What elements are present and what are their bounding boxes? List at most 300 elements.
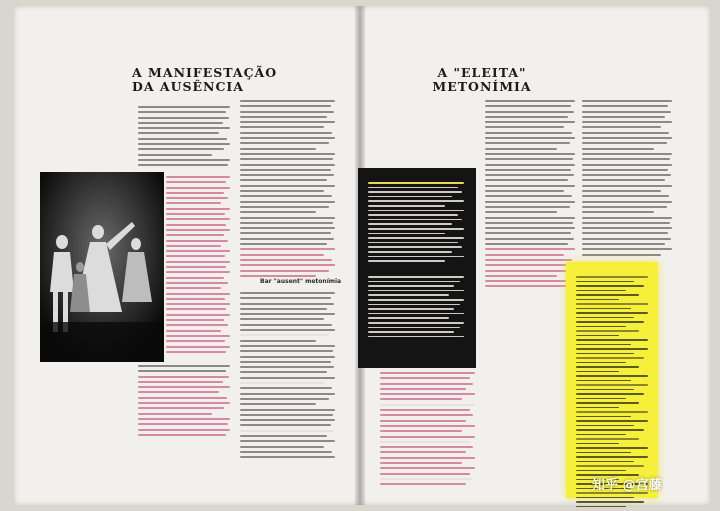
text-line: [582, 169, 668, 171]
text-line: [485, 190, 564, 192]
text-line: [368, 187, 458, 189]
text-line: [368, 200, 464, 202]
text-line: [240, 409, 335, 411]
text-line: [576, 416, 631, 418]
text-line: [166, 181, 226, 183]
text-line: [582, 158, 670, 160]
text-line: [485, 132, 572, 134]
left-column-2: [240, 100, 335, 280]
text-line: [166, 287, 221, 289]
text-line: [240, 164, 335, 166]
text-line: [166, 250, 230, 252]
text-line: [240, 126, 324, 128]
text-line: [576, 371, 619, 373]
text-line: [380, 478, 473, 480]
right-headline-line-1: A "ELEITA": [437, 65, 527, 80]
text-line: [138, 407, 224, 409]
text-line: [240, 297, 331, 299]
left-headline-line-2: DA AUSÊNCIA: [132, 79, 244, 95]
text-line: [582, 121, 672, 123]
text-line: [576, 429, 644, 431]
text-line: [166, 229, 230, 231]
text-line: [240, 424, 331, 426]
text-line: [582, 195, 669, 197]
text-line: [368, 210, 464, 212]
text-line: [240, 259, 332, 261]
text-line: [576, 294, 639, 296]
text-line: [240, 232, 331, 234]
text-line: [138, 418, 230, 420]
text-line: [576, 312, 648, 314]
text-line: [166, 271, 230, 273]
text-line: [240, 303, 334, 305]
text-line: [380, 420, 466, 422]
text-line: [166, 282, 228, 284]
text-line: [485, 153, 575, 155]
text-line: [576, 402, 639, 404]
text-line: [380, 451, 466, 453]
text-line: [576, 501, 644, 503]
text-line: [380, 393, 475, 395]
text-line: [485, 174, 574, 176]
text-line: [240, 148, 316, 150]
text-line: [380, 414, 473, 416]
text-line: [582, 142, 667, 144]
text-line: [485, 158, 573, 160]
text-line: [166, 192, 224, 194]
text-line: [138, 164, 228, 166]
text-line: [582, 148, 654, 150]
text-line: [240, 243, 327, 245]
text-line: [380, 372, 475, 374]
text-line: [576, 290, 626, 292]
text-line: [582, 254, 661, 256]
text-line: [576, 317, 634, 319]
text-line: [240, 211, 316, 213]
text-line: [138, 429, 230, 431]
text-line: [138, 434, 226, 436]
text-line: [485, 116, 568, 118]
text-line: [240, 403, 316, 405]
text-line: [240, 361, 331, 363]
text-line: [576, 434, 626, 436]
text-line: [166, 324, 228, 326]
text-line: [576, 456, 648, 458]
text-line: [380, 467, 475, 469]
right-headline-line-2: METONÍMIA: [432, 79, 532, 95]
right-headline: [392, 66, 572, 95]
text-line: [576, 497, 634, 499]
text-line: [576, 506, 626, 508]
text-line: [166, 266, 226, 268]
text-line: [582, 238, 671, 240]
text-line: [368, 196, 452, 198]
text-line: [582, 201, 672, 203]
text-line: [485, 222, 573, 224]
text-line: [576, 461, 634, 463]
text-line: [138, 143, 230, 145]
text-line: [138, 106, 230, 108]
text-line: [582, 206, 667, 208]
text-line: [166, 351, 226, 353]
text-line: [166, 319, 224, 321]
text-line: [138, 154, 212, 156]
text-line: [138, 370, 226, 372]
text-line: [240, 387, 332, 389]
text-line: [240, 456, 335, 458]
text-line: [485, 100, 575, 102]
text-line: [485, 179, 568, 181]
text-line: [368, 205, 445, 207]
text-line: [166, 218, 230, 220]
text-line: [485, 111, 574, 113]
text-line: [240, 100, 335, 102]
text-line: [485, 275, 557, 277]
text-line: [380, 483, 466, 485]
text-line: [582, 211, 654, 213]
text-line: [485, 238, 574, 240]
text-line: [240, 217, 335, 219]
text-line: [485, 195, 572, 197]
text-line: [240, 185, 335, 187]
text-line: [240, 238, 334, 240]
pull-quote-box: [358, 168, 476, 368]
text-line: [576, 443, 619, 445]
text-line: [582, 174, 671, 176]
text-line: [166, 187, 230, 189]
text-line: [138, 148, 224, 150]
text-line: [485, 243, 568, 245]
right-column-2: [485, 100, 575, 291]
text-line: [485, 264, 575, 266]
text-line: [380, 404, 475, 406]
text-line: [240, 371, 327, 373]
text-line: [582, 222, 670, 224]
text-line: [485, 164, 575, 166]
text-line: [380, 398, 462, 400]
text-line: [368, 299, 464, 301]
text-line: [240, 158, 333, 160]
text-line: [576, 425, 634, 427]
left-column-1-top: [138, 106, 230, 170]
text-line: [368, 281, 460, 283]
text-line: [138, 111, 226, 113]
text-line: [576, 344, 631, 346]
text-line: [240, 345, 335, 347]
text-line: [240, 292, 335, 294]
text-line: [368, 331, 454, 333]
text-line: [485, 121, 575, 123]
text-line: [380, 383, 473, 385]
text-line: [368, 223, 452, 225]
text-line: [240, 190, 324, 192]
pull-quote-text-2: [368, 276, 464, 340]
right-column-1: [380, 372, 475, 489]
text-line: [166, 176, 230, 178]
text-line: [582, 126, 661, 128]
text-line: [485, 126, 564, 128]
text-line: [582, 116, 665, 118]
text-line: [485, 280, 575, 282]
text-line: [240, 270, 329, 272]
text-line: [485, 217, 575, 219]
text-line: [240, 356, 335, 358]
text-line: [166, 213, 225, 215]
text-line: [368, 294, 449, 296]
text-line: [368, 233, 445, 235]
text-line: [240, 451, 332, 453]
text-line: [576, 393, 644, 395]
text-line: [240, 382, 324, 384]
text-line: [166, 255, 225, 257]
text-line: [582, 190, 661, 192]
text-line: [576, 447, 648, 449]
text-line: [380, 430, 462, 432]
text-line: [576, 276, 648, 278]
text-line: [240, 313, 335, 315]
left-headline: [132, 66, 312, 95]
text-line: [368, 246, 462, 248]
text-line: [576, 384, 648, 386]
text-line: [582, 185, 672, 187]
left-column-1-bottom: [138, 365, 230, 439]
text-line: [240, 179, 327, 181]
text-line: [166, 314, 230, 316]
text-line: [368, 308, 454, 310]
text-line: [138, 117, 229, 119]
text-line: [138, 391, 219, 393]
text-line: [485, 270, 570, 272]
text-line: [380, 457, 475, 459]
text-line: [485, 201, 575, 203]
text-line: [240, 340, 316, 342]
text-line: [368, 256, 464, 258]
highlighted-notes: [566, 262, 658, 498]
text-line: [576, 353, 634, 355]
text-line: [576, 452, 631, 454]
text-line: [582, 227, 672, 229]
text-line: [485, 169, 571, 171]
text-line: [380, 446, 473, 448]
text-line: [368, 313, 464, 315]
text-line: [576, 281, 634, 283]
text-line: [380, 462, 462, 464]
text-line: [368, 317, 449, 319]
text-line: [368, 290, 464, 292]
text-line: [576, 299, 619, 301]
text-line: [166, 308, 226, 310]
text-line: [166, 261, 230, 263]
text-line: [582, 100, 672, 102]
text-line: [166, 240, 228, 242]
text-line: [576, 357, 644, 359]
text-line: [368, 285, 454, 287]
text-line: [485, 254, 564, 256]
text-line: [138, 413, 212, 415]
text-line: [576, 438, 639, 440]
text-line: [576, 362, 626, 364]
text-line: [380, 377, 470, 379]
text-line: [368, 191, 462, 193]
text-line: [380, 409, 470, 411]
pull-quote-text-1: [368, 182, 464, 265]
text-line: [576, 308, 631, 310]
text-line: [485, 211, 557, 213]
text-line: [240, 153, 335, 155]
text-line: [240, 435, 327, 437]
text-line: [240, 264, 335, 266]
text-line: [138, 423, 228, 425]
text-line: [576, 330, 639, 332]
text-line: [166, 340, 225, 342]
text-line: [240, 132, 332, 134]
text-line: [240, 308, 327, 310]
text-line: [582, 153, 672, 155]
text-line: [380, 473, 470, 475]
watermark: 知乎 @宫藤: [592, 478, 662, 493]
text-line: [240, 195, 332, 197]
text-line: [485, 248, 575, 250]
text-line: [166, 293, 230, 295]
text-line: [576, 348, 648, 350]
text-line: [166, 197, 228, 199]
text-line: [576, 389, 634, 391]
text-line: [166, 298, 225, 300]
text-line: [138, 397, 227, 399]
text-line: [166, 224, 226, 226]
text-line: [368, 214, 458, 216]
text-line: [166, 208, 230, 210]
text-line: [582, 132, 669, 134]
text-line: [576, 366, 639, 368]
text-line: [240, 142, 329, 144]
text-line: [368, 336, 464, 338]
text-line: [368, 304, 460, 306]
text-line: [485, 232, 571, 234]
text-line: [240, 334, 329, 336]
text-line: [485, 142, 570, 144]
text-line: [582, 243, 665, 245]
dancers-image-icon: [40, 172, 164, 362]
text-line: [166, 346, 230, 348]
text-line: [240, 419, 335, 421]
text-line: [240, 116, 327, 118]
text-line: [240, 440, 335, 442]
text-line: [138, 376, 229, 378]
text-line: [576, 303, 648, 305]
text-line: [240, 137, 335, 139]
text-line: [138, 127, 230, 129]
text-line: [240, 446, 324, 448]
text-line: [368, 219, 462, 221]
text-line: [240, 377, 335, 379]
text-line: [166, 277, 224, 279]
text-line: [166, 234, 224, 236]
text-line: [485, 105, 571, 107]
text-line: [582, 111, 671, 113]
text-line: [240, 206, 329, 208]
text-line: [240, 222, 333, 224]
text-line: [138, 402, 230, 404]
text-line: [240, 275, 316, 277]
text-line: [576, 411, 648, 413]
text-line: [138, 159, 230, 161]
text-line: [166, 202, 221, 204]
text-line: [138, 381, 223, 383]
section-subhead: Bar "ausent" metonímia: [260, 278, 342, 285]
text-line: [485, 148, 557, 150]
text-line: [576, 375, 648, 377]
text-line: [368, 237, 464, 239]
text-line: [240, 254, 324, 256]
text-line: [485, 285, 573, 287]
text-line: [380, 388, 466, 390]
left-column-1-magenta: [166, 176, 230, 356]
text-line: [380, 441, 470, 443]
text-line: [240, 398, 329, 400]
text-line: [240, 105, 331, 107]
text-line: [368, 327, 460, 329]
text-line: [138, 365, 230, 367]
text-line: [576, 321, 644, 323]
text-line: [582, 105, 668, 107]
text-line: [485, 185, 575, 187]
text-line: [485, 137, 575, 139]
text-line: [368, 242, 458, 244]
text-line: [138, 138, 227, 140]
text-line: [485, 227, 575, 229]
text-line: [240, 248, 335, 250]
text-line: [485, 259, 572, 261]
text-line: [582, 179, 665, 181]
text-line: [380, 436, 475, 438]
text-line: [240, 350, 333, 352]
text-line: [240, 324, 332, 326]
text-line: [240, 414, 333, 416]
text-line: [582, 232, 668, 234]
text-line: [240, 111, 334, 113]
text-line: [166, 335, 230, 337]
text-line: [576, 380, 631, 382]
text-line: [368, 276, 464, 278]
left-headline-line-1: A MANIFESTAÇÃO: [132, 65, 278, 80]
text-line: [240, 121, 335, 123]
text-line: [576, 420, 648, 422]
text-line: [368, 228, 464, 230]
text-line: [485, 206, 570, 208]
text-line: [138, 122, 223, 124]
text-line: [368, 322, 464, 324]
right-column-3: [582, 100, 672, 259]
text-line: [240, 169, 331, 171]
text-line: [138, 386, 230, 388]
text-line: [582, 248, 672, 250]
text-line: [368, 182, 464, 184]
text-line: [368, 260, 445, 262]
text-line: [240, 174, 334, 176]
text-line: [576, 339, 648, 341]
text-line: [240, 329, 335, 331]
text-line: [240, 318, 324, 320]
text-line: [582, 137, 672, 139]
text-line: [380, 425, 475, 427]
text-line: [368, 251, 452, 253]
left-column-2-bottom: [240, 292, 335, 462]
text-line: [166, 303, 230, 305]
text-line: [240, 227, 335, 229]
text-line: [582, 164, 672, 166]
text-line: [240, 201, 335, 203]
